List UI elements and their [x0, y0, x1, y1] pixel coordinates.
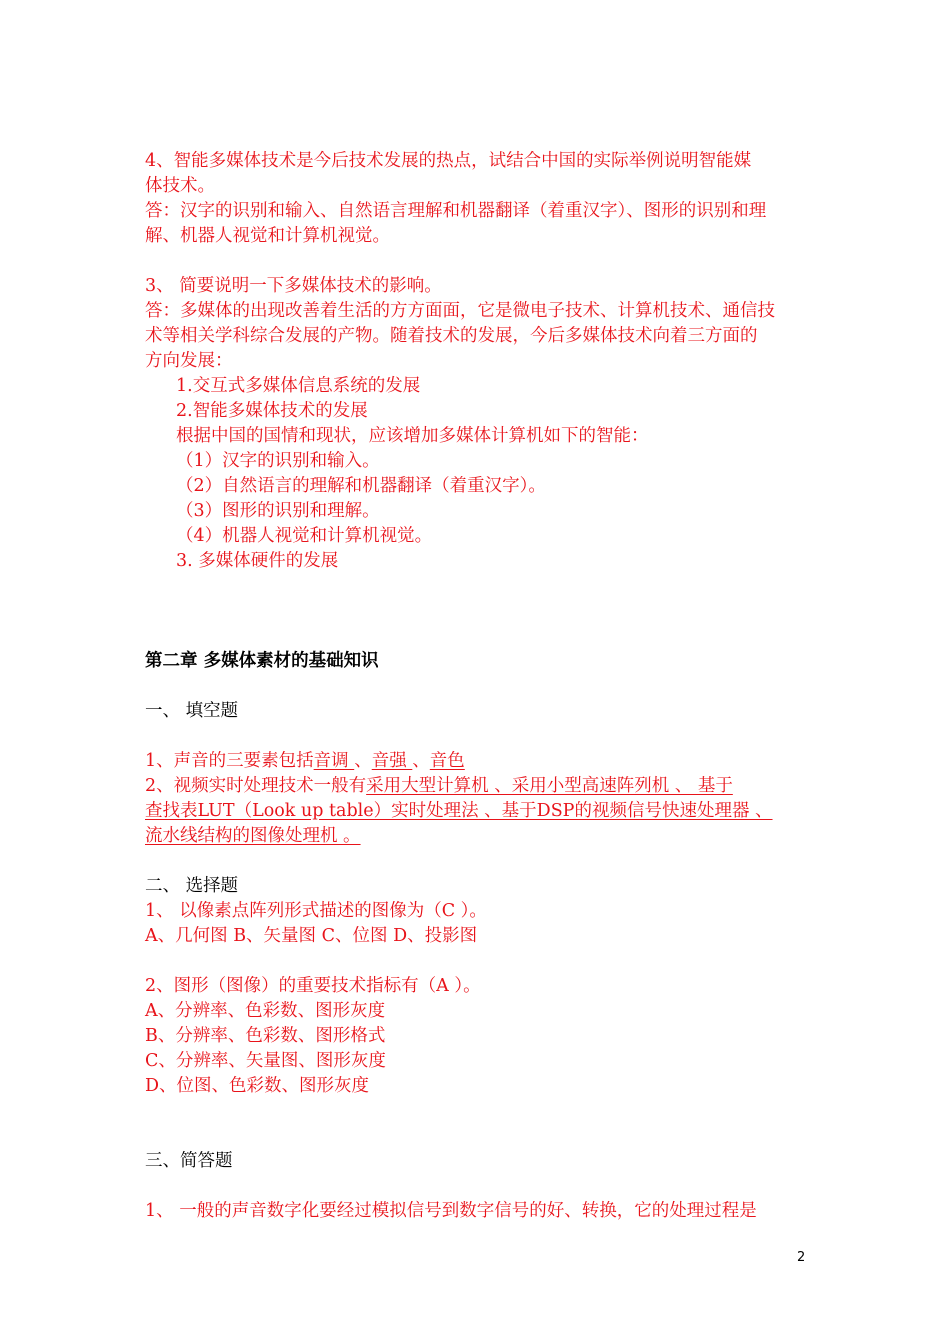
q3-answer-line3: 方向发展：	[145, 351, 233, 371]
fill-q1	[145, 749, 465, 774]
fill-q1-answer: 音色	[429, 751, 465, 771]
q4-question-line2: 体技术。	[145, 176, 215, 196]
choice-heading: 二、 选择题	[145, 876, 239, 896]
fill-q2-line1	[145, 774, 733, 799]
q3-item: （2）自然语言的理解和机器翻译（着重汉字）。	[176, 476, 546, 496]
choice-q2-option: A、分辨率、色彩数、图形灰度	[145, 1001, 386, 1021]
q3-question: 3、 简要说明一下多媒体技术的影响。	[145, 276, 442, 296]
q4-answer-line2: 解、机器人视觉和计算机视觉。	[145, 226, 390, 246]
q3-item: （1）汉字的识别和输入。	[176, 451, 380, 471]
q3-item: 2.智能多媒体技术的发展	[176, 401, 368, 421]
fill-q2-answer: 采用大型计算机 、采用小型高速阵列机 、 基于	[366, 776, 733, 796]
q4-answer-line1: 答：汉字的识别和输入、自然语言理解和机器翻译（着重汉字）、图形的识别和理	[145, 201, 767, 221]
chapter-title: 第二章 多媒体素材的基础知识	[145, 651, 379, 671]
choice-q2: 2、图形（图像）的重要技术指标有（A ）。	[145, 976, 481, 996]
choice-q2-option: C、分辨率、矢量图、图形灰度	[145, 1051, 386, 1071]
q3-item: 3. 多媒体硬件的发展	[176, 551, 339, 571]
q3-item: 根据中国的国情和现状，应该增加多媒体计算机如下的智能：	[176, 426, 649, 446]
q3-answer-line2: 术等相关学科综合发展的产物。随着技术的发展，今后多媒体技术向着三方面的	[145, 326, 758, 346]
q3-item: 1.交互式多媒体信息系统的发展	[176, 376, 421, 396]
short-heading: 三、简答题	[145, 1151, 233, 1171]
fill-q1-answer: 音强	[371, 751, 413, 771]
fill-q1-sep: 、	[354, 751, 372, 771]
q3-item: （3）图形的识别和理解。	[176, 501, 380, 521]
fill-q2-line2: 查找表LUT（Look up table）实时处理法 、基于DSP的视频信号快速处理器 、	[145, 801, 773, 821]
choice-q2-option: B、分辨率、色彩数、图形格式	[145, 1026, 386, 1046]
fill-q2-line3: 流水线结构的图像处理机 。	[145, 826, 361, 846]
fill-q1-prefix: 1、声音的三要素包括	[145, 751, 314, 771]
fill-q1-sep: 、	[412, 751, 430, 771]
q4-question-line1: 4、智能多媒体技术是今后技术发展的热点，试结合中国的实际举例说明智能媒	[145, 151, 752, 171]
fill-heading: 一、 填空题	[145, 701, 239, 721]
choice-q2-option: D、位图、色彩数、图形灰度	[145, 1076, 370, 1096]
q3-answer-line1: 答：多媒体的出现改善着生活的方方面面，它是微电子技术、计算机技术、通信技	[145, 301, 775, 321]
q3-item: （4）机器人视觉和计算机视觉。	[176, 526, 433, 546]
page-number: 2	[797, 1250, 806, 1265]
choice-q1: 1、 以像素点阵列形式描述的图像为（C ）。	[145, 901, 487, 921]
short-q1: 1、 一般的声音数字化要经过模拟信号到数字信号的好、转换，它的处理过程是	[145, 1201, 757, 1221]
fill-q2-prefix: 2、视频实时处理技术一般有	[145, 776, 367, 796]
choice-q1-options: A、几何图 B、矢量图 C、位图 D、投影图	[145, 926, 478, 946]
fill-q1-answer: 音调	[313, 751, 355, 771]
